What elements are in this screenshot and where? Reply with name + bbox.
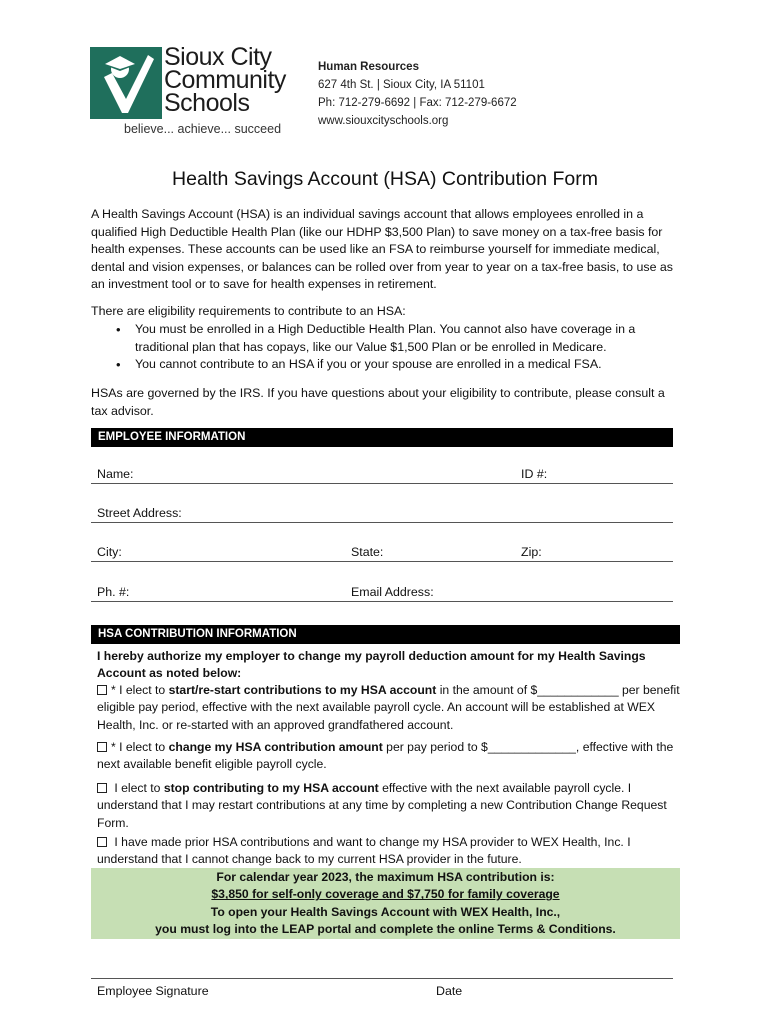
option-change-provider: I have made prior HSA contributions and want to change my HSA provider to WEX Health, Inc. I understand that I cannot change back to my current HSA provider in the future.	[97, 835, 631, 867]
phone-field[interactable]: Ph. #:	[97, 585, 130, 599]
intro-paragraph: A Health Savings Account (HSA) is an individual savings account that allows employees enrolled in a qualified High Deductible Health Plan (like our HDHP $3,500 Plan) to save money on a tax-free basis for health expenses. These accounts can be used like an FSA to reimburse yourself for immediate medical, dental and vision expenses, or balances can be rolled over from year to year on a tax-free basis, to use as an investment tool or to save for health expenses in retirement.	[91, 207, 673, 292]
employee-signature-label: Employee Signature	[97, 984, 209, 998]
zip-field[interactable]: Zip:	[521, 545, 542, 559]
eligibility-item: • You cannot contribute to an HSA if you or your spouse are enrolled in a medical FSA.	[135, 356, 685, 374]
employee-info-heading: EMPLOYEE INFORMATION	[91, 428, 673, 447]
hr-title: Human Resources	[318, 61, 419, 73]
hsa-contribution-heading: HSA CONTRIBUTION INFORMATION	[91, 625, 680, 644]
irs-note: HSAs are governed by the IRS. If you have questions about your eligibility to contribute, please consult a tax advisor.	[91, 386, 665, 418]
district-name: Sioux City Community Schools	[164, 43, 286, 117]
city-state-zip-row	[91, 542, 673, 562]
stop-contributions-checkbox[interactable]	[97, 783, 107, 793]
phone-email-row	[91, 582, 673, 602]
hr-contact-block	[318, 58, 517, 130]
date-label: Date	[436, 984, 463, 998]
street-row	[91, 503, 673, 523]
hr-website[interactable]: www.siouxcityschools.org	[318, 115, 449, 127]
eligibility-item: • You must be enrolled in a High Deductible Health Plan. You cannot also have coverage in a traditional plan that has copays, like our Value $1,500 Plan or be enrolled in Medicare.	[135, 321, 685, 356]
notice-line: you must log into the LEAP portal and complete the online Terms & Conditions.	[155, 922, 616, 937]
eligibility-intro: There are eligibility requirements to contribute to an HSA:	[91, 304, 406, 318]
city-field[interactable]: City:	[97, 545, 122, 559]
option-start-contributions: * I elect to start/re-start contributions to my HSA account in the amount of $____________ per benefit eligible pay period, effective with the next available payroll cycle. An account will be established at WEX Health, Inc. or re-started with an approved grandfathered account.	[97, 683, 680, 732]
change-provider-checkbox[interactable]	[97, 837, 107, 847]
notice-line: To open your Health Savings Account with WEX Health, Inc.,	[210, 904, 561, 919]
state-field[interactable]: State:	[351, 545, 384, 559]
name-id-row	[91, 464, 673, 484]
authorization-statement: I hereby authorize my employer to change my payroll deduction amount for my Health Savings Account as noted below:	[97, 649, 646, 681]
district-logo-mark-icon	[90, 47, 162, 119]
form-title: Health Savings Account (HSA) Contribution Form	[172, 168, 598, 190]
district-tagline: believe... achieve... succeed	[124, 122, 282, 136]
eligibility-list	[135, 321, 685, 374]
option-change-amount: * I elect to change my HSA contribution amount per pay period to $_____________, effective with the next available benefit eligible payroll cycle.	[97, 740, 674, 772]
email-field[interactable]: Email Address:	[351, 585, 434, 599]
notice-limits: $3,850 for self-only coverage and $7,750 for family coverage	[211, 887, 560, 902]
street-address-field[interactable]: Street Address:	[97, 506, 182, 520]
district-logo	[90, 44, 300, 140]
option-stop-contributions: I elect to stop contributing to my HSA account effective with the next available payroll cycle. I understand that I may restart contributions at any time by completing a new Contribution Change Request Form.	[97, 781, 667, 830]
change-amount-checkbox[interactable]	[97, 742, 107, 752]
signature-line[interactable]	[91, 978, 673, 979]
hr-address: 627 4th St. | Sioux City, IA 51101	[318, 79, 485, 91]
hr-phone-fax: Ph: 712-279-6692 | Fax: 712-279-6672	[318, 97, 517, 109]
contribution-limit-notice	[91, 868, 680, 939]
id-field[interactable]: ID #:	[521, 467, 548, 481]
name-field[interactable]: Name:	[97, 467, 134, 481]
start-contributions-checkbox[interactable]	[97, 685, 107, 695]
notice-line: For calendar year 2023, the maximum HSA contribution is:	[216, 870, 555, 884]
